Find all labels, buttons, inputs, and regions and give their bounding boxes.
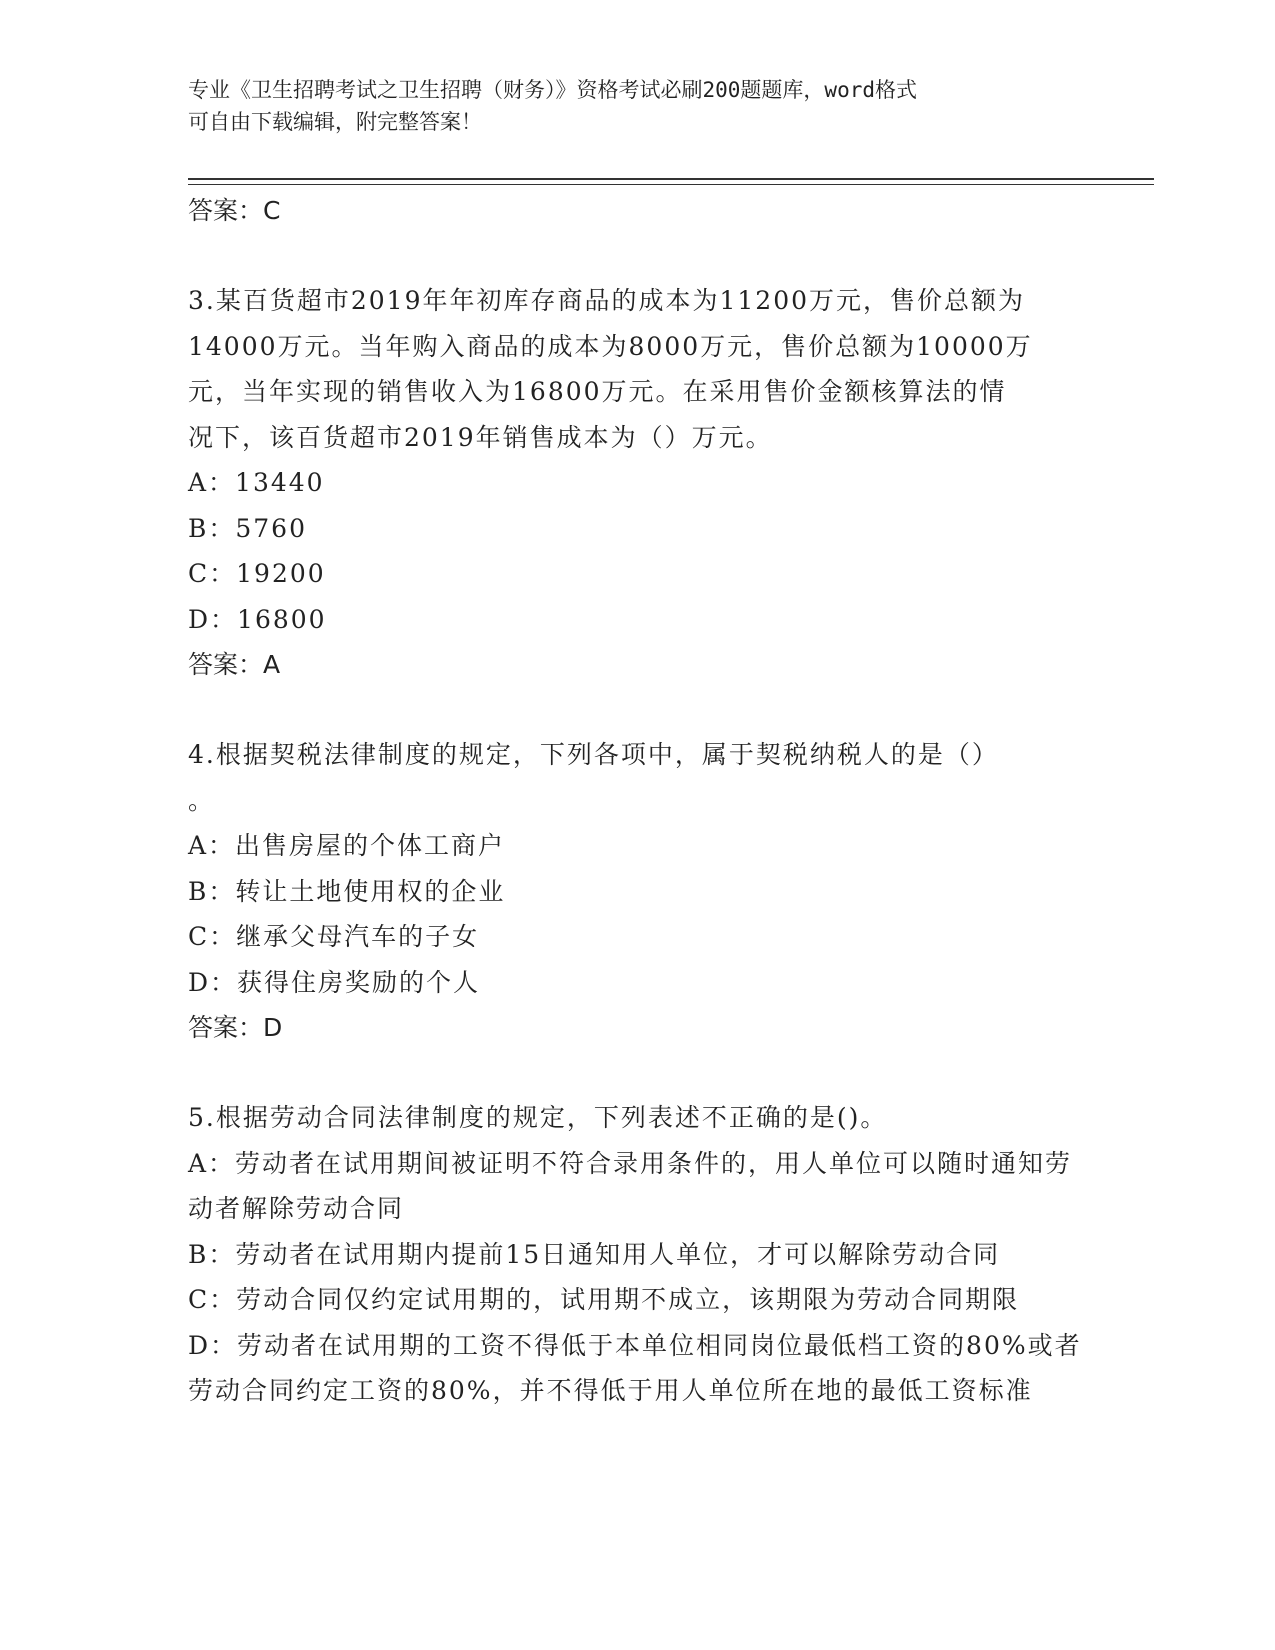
option-d: D：劳动者在试用期的工资不得低于本单位相同岗位最低档工资的80%或者劳动合同约定工资的80%，并不得低于用人单位所在地的最低工资标准: [188, 1330, 1082, 1405]
option-d: D：获得住房奖励的个人: [188, 967, 481, 997]
option-a: A：13440: [188, 468, 325, 497]
document-body: [188, 188, 1088, 1414]
header-line: 可自由下载编辑，附完整答案！: [188, 110, 482, 134]
header-rule-thin: [188, 184, 1154, 185]
question-text-line: 14000万元。当年购入商品的成本为8000万元，售价总额为10000万: [188, 331, 1033, 361]
option-a: A：劳动者在试用期间被证明不符合录用条件的，用人单位可以随时通知劳动者解除劳动合同: [188, 1148, 1073, 1223]
option-b: B：5760: [188, 513, 307, 543]
option-c: C：劳动合同仅约定试用期的，试用期不成立，该期限为劳动合同期限: [188, 1285, 1020, 1314]
header-line: 专业《卫生招聘考试之卫生招聘（财务）》资格考试必刷200题题库，word格式: [188, 78, 917, 102]
question-text-line: 4.根据契税法律制度的规定，下列各项中，属于契税纳税人的是（）: [188, 740, 999, 769]
option-d: D：16800: [188, 604, 327, 634]
option-b: B：劳动者在试用期内提前15日通知用人单位，才可以解除劳动合同: [188, 1239, 1001, 1269]
question-text-line: 况下，该百货超市2019年销售成本为（）万元。: [188, 422, 773, 452]
question-text-line: 。: [188, 785, 216, 815]
option-c: C：继承父母汽车的子女: [188, 922, 480, 951]
question-4: [188, 732, 1088, 1051]
option-a: A：出售房屋的个体工商户: [188, 831, 506, 860]
header-rule-thick: [188, 178, 1154, 180]
question-5: [188, 1095, 1088, 1414]
option-c: C：19200: [188, 559, 326, 588]
answer-label: 答案：A: [188, 650, 281, 679]
question-3: [188, 278, 1088, 688]
answer-label: 答案：C: [188, 196, 281, 225]
question-text-line: 3.某百货超市2019年年初库存商品的成本为11200万元，售价总额为: [188, 286, 1026, 315]
answer-label: 答案：D: [188, 1013, 283, 1042]
question-text-line: 元，当年实现的销售收入为16800万元。在采用售价金额核算法的情: [188, 377, 1007, 406]
question-text-line: 5.根据劳动合同法律制度的规定，下列表述不正确的是()。: [188, 1103, 888, 1132]
document-header: [188, 74, 1068, 138]
option-b: B：转让土地使用权的企业: [188, 876, 506, 906]
